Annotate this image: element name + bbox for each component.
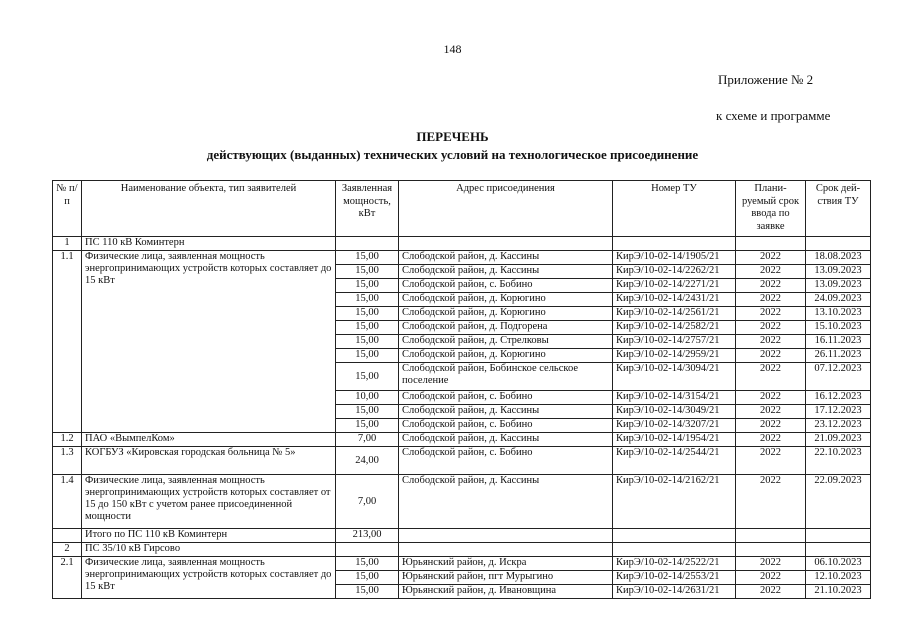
term-cell: 16.12.2023 bbox=[806, 391, 871, 405]
power-cell: 24,00 bbox=[336, 447, 399, 475]
section-row bbox=[53, 237, 871, 251]
term-cell: 22.10.2023 bbox=[806, 447, 871, 475]
power-cell: 15,00 bbox=[336, 279, 399, 293]
address-cell: Слободской район, д. Корюгино bbox=[399, 349, 613, 363]
header-tu: Номер ТУ bbox=[613, 181, 736, 237]
table-header-row bbox=[53, 181, 871, 237]
power-cell: 15,00 bbox=[336, 419, 399, 433]
term-cell: 12.10.2023 bbox=[806, 571, 871, 585]
header-term: Срок дей-ствия ТУ bbox=[806, 181, 871, 237]
address-cell: Слободской район, д. Корюгино bbox=[399, 307, 613, 321]
term-cell: 24.09.2023 bbox=[806, 293, 871, 307]
section-no: 1 bbox=[53, 237, 82, 251]
term-cell: 13.09.2023 bbox=[806, 279, 871, 293]
address-cell: Юрьянский район, д. Искра bbox=[399, 557, 613, 571]
year-cell: 2022 bbox=[736, 571, 806, 585]
table-row bbox=[53, 251, 871, 265]
tu-cell: КирЭ/10-02-14/3154/21 bbox=[613, 391, 736, 405]
power-cell: 15,00 bbox=[336, 557, 399, 571]
address-cell: Слободской район, д. Подгорена bbox=[399, 321, 613, 335]
table-row bbox=[53, 433, 871, 447]
header-no: № п/п bbox=[53, 181, 82, 237]
year-cell: 2022 bbox=[736, 557, 806, 571]
group-no: 1.1 bbox=[53, 251, 82, 433]
term-cell: 21.10.2023 bbox=[806, 585, 871, 599]
power-cell: 15,00 bbox=[336, 405, 399, 419]
tu-cell: КирЭ/10-02-14/2262/21 bbox=[613, 265, 736, 279]
address-cell: Слободской район, д. Корюгино bbox=[399, 293, 613, 307]
group-name: Физические лица, заявленная мощность энергопринимающих устройств которых составляет до 15 кВт bbox=[82, 251, 336, 433]
appendix-title: Приложение № 2 bbox=[718, 72, 814, 87]
address-cell: Слободской район, Бобинское сельское поселение bbox=[399, 363, 613, 391]
group-name: Физические лица, заявленная мощность энергопринимающих устройств которых составляет до 15 кВт bbox=[82, 557, 336, 599]
term-cell: 23.12.2023 bbox=[806, 419, 871, 433]
document-title: ПЕРЕЧЕНЬ bbox=[416, 129, 489, 144]
year-cell: 2022 bbox=[736, 447, 806, 475]
year-cell: 2022 bbox=[736, 251, 806, 265]
group-no: 1.3 bbox=[53, 447, 82, 475]
year-cell: 2022 bbox=[736, 307, 806, 321]
address-cell: Юрьянский район, пгт Мурыгино bbox=[399, 571, 613, 585]
group-name: КОГБУЗ «Кировская городская больница № 5» bbox=[82, 447, 336, 475]
address-cell: Слободской район, д. Стрелковы bbox=[399, 335, 613, 349]
power-cell: 10,00 bbox=[336, 391, 399, 405]
header-name: Наименование объекта, тип заявителей bbox=[82, 181, 336, 237]
table-row bbox=[53, 447, 871, 475]
group-name: Физические лица, заявленная мощность энергопринимающих устройств которых составляет от 15 до 150 кВт с учетом ранее присоединенной мощности bbox=[82, 475, 336, 529]
power-cell: 15,00 bbox=[336, 571, 399, 585]
address-cell: Слободской район, с. Бобино bbox=[399, 391, 613, 405]
term-cell: 18.08.2023 bbox=[806, 251, 871, 265]
section-name: ПС 35/10 кВ Гирсово bbox=[82, 543, 336, 557]
power-cell: 15,00 bbox=[336, 585, 399, 599]
power-cell: 15,00 bbox=[336, 251, 399, 265]
section-no: 2 bbox=[53, 543, 82, 557]
year-cell: 2022 bbox=[736, 265, 806, 279]
tu-cell: КирЭ/10-02-14/2544/21 bbox=[613, 447, 736, 475]
power-cell: 15,00 bbox=[336, 363, 399, 391]
section-row bbox=[53, 543, 871, 557]
tu-cell: КирЭ/10-02-14/2522/21 bbox=[613, 557, 736, 571]
term-cell: 07.12.2023 bbox=[806, 363, 871, 391]
conditions-table bbox=[52, 180, 871, 599]
tu-cell: КирЭ/10-02-14/2582/21 bbox=[613, 321, 736, 335]
term-cell: 13.10.2023 bbox=[806, 307, 871, 321]
address-cell: Слободской район, с. Бобино bbox=[399, 419, 613, 433]
term-cell: 17.12.2023 bbox=[806, 405, 871, 419]
year-cell: 2022 bbox=[736, 585, 806, 599]
address-cell: Слободской район, д. Кассины bbox=[399, 475, 613, 529]
tu-cell: КирЭ/10-02-14/2431/21 bbox=[613, 293, 736, 307]
year-cell: 2022 bbox=[736, 419, 806, 433]
year-cell: 2022 bbox=[736, 363, 806, 391]
section-name: ПС 110 кВ Коминтерн bbox=[82, 237, 336, 251]
term-cell: 16.11.2023 bbox=[806, 335, 871, 349]
tu-cell: КирЭ/10-02-14/2757/21 bbox=[613, 335, 736, 349]
power-cell: 7,00 bbox=[336, 433, 399, 447]
year-cell: 2022 bbox=[736, 321, 806, 335]
group-no: 1.4 bbox=[53, 475, 82, 529]
power-cell: 15,00 bbox=[336, 335, 399, 349]
total-label: Итого по ПС 110 кВ Коминтерн bbox=[82, 529, 336, 543]
table-row bbox=[53, 557, 871, 571]
tu-cell: КирЭ/10-02-14/2631/21 bbox=[613, 585, 736, 599]
term-cell: 15.10.2023 bbox=[806, 321, 871, 335]
group-name: ПАО «ВымпелКом» bbox=[82, 433, 336, 447]
year-cell: 2022 bbox=[736, 475, 806, 529]
tu-cell: КирЭ/10-02-14/2271/21 bbox=[613, 279, 736, 293]
group-no: 1.2 bbox=[53, 433, 82, 447]
address-cell: Слободской район, д. Кассины bbox=[399, 251, 613, 265]
term-cell: 21.09.2023 bbox=[806, 433, 871, 447]
tu-cell: КирЭ/10-02-14/3049/21 bbox=[613, 405, 736, 419]
term-cell: 06.10.2023 bbox=[806, 557, 871, 571]
address-cell: Слободской район, д. Кассины bbox=[399, 433, 613, 447]
term-cell: 22.09.2023 bbox=[806, 475, 871, 529]
group-no: 2.1 bbox=[53, 557, 82, 599]
year-cell: 2022 bbox=[736, 349, 806, 363]
address-cell: Слободской район, с. Бобино bbox=[399, 279, 613, 293]
power-cell: 7,00 bbox=[336, 475, 399, 529]
tu-cell: КирЭ/10-02-14/2959/21 bbox=[613, 349, 736, 363]
total-value: 213,00 bbox=[336, 529, 399, 543]
power-cell: 15,00 bbox=[336, 349, 399, 363]
term-cell: 13.09.2023 bbox=[806, 265, 871, 279]
term-cell: 26.11.2023 bbox=[806, 349, 871, 363]
tu-cell: КирЭ/10-02-14/3207/21 bbox=[613, 419, 736, 433]
year-cell: 2022 bbox=[736, 405, 806, 419]
appendix-subtitle: к схеме и программе bbox=[716, 108, 831, 123]
address-cell: Слободской район, д. Кассины bbox=[399, 265, 613, 279]
year-cell: 2022 bbox=[736, 433, 806, 447]
total-row bbox=[53, 529, 871, 543]
header-address: Адрес присоединения bbox=[399, 181, 613, 237]
header-power: Заявленная мощность, кВт bbox=[336, 181, 399, 237]
page-number: 148 bbox=[443, 42, 462, 56]
power-cell: 15,00 bbox=[336, 293, 399, 307]
address-cell: Юрьянский район, д. Ивановщина bbox=[399, 585, 613, 599]
year-cell: 2022 bbox=[736, 293, 806, 307]
document-subtitle: действующих (выданных) технических условий на технологическое присоединение bbox=[206, 147, 699, 162]
power-cell: 15,00 bbox=[336, 307, 399, 321]
tu-cell: КирЭ/10-02-14/1954/21 bbox=[613, 433, 736, 447]
year-cell: 2022 bbox=[736, 391, 806, 405]
address-cell: Слободской район, с. Бобино bbox=[399, 447, 613, 475]
address-cell: Слободской район, д. Кассины bbox=[399, 405, 613, 419]
power-cell: 15,00 bbox=[336, 265, 399, 279]
tu-cell: КирЭ/10-02-14/3094/21 bbox=[613, 363, 736, 391]
tu-cell: КирЭ/10-02-14/2553/21 bbox=[613, 571, 736, 585]
table-row bbox=[53, 475, 871, 529]
header-year: Плани-руемый срок ввода по заявке bbox=[736, 181, 806, 237]
year-cell: 2022 bbox=[736, 279, 806, 293]
tu-cell: КирЭ/10-02-14/2162/21 bbox=[613, 475, 736, 529]
year-cell: 2022 bbox=[736, 335, 806, 349]
tu-cell: КирЭ/10-02-14/1905/21 bbox=[613, 251, 736, 265]
power-cell: 15,00 bbox=[336, 321, 399, 335]
tu-cell: КирЭ/10-02-14/2561/21 bbox=[613, 307, 736, 321]
